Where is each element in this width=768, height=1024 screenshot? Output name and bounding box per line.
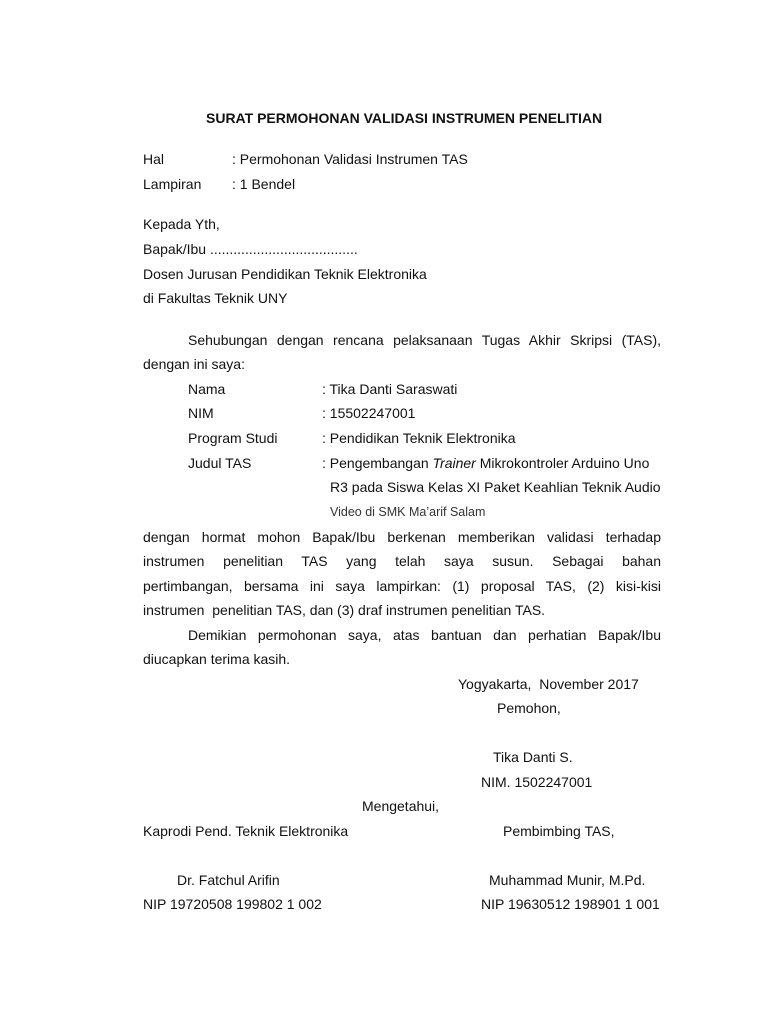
judul-italic: Trainer: [432, 455, 476, 471]
body-line: instrumen penelitian TAS yang telah saya susun. Sebagai bahan: [143, 553, 661, 569]
recipient-line: Kepada Yth,: [143, 216, 220, 232]
recipient-line: Bapak/Ibu ......................................: [143, 241, 358, 257]
judul-line2: R3 pada Siswa Kelas XI Paket Keahlian Teknik Audio: [330, 479, 661, 495]
acknowledge-label: Mengetahui,: [362, 798, 440, 814]
letter-title: SURAT PERMOHONAN VALIDASI INSTRUMEN PENELITIAN: [206, 110, 603, 126]
prodi-value: : Pendidikan Teknik Elektronika: [322, 430, 516, 446]
hal-label: Hal: [143, 151, 165, 167]
judul-label: Judul TAS: [188, 455, 252, 471]
judul-value: [322, 454, 649, 472]
closing-line: Demikian permohonan saya, atas bantuan dan perhatian Bapak/Ibu: [188, 627, 661, 643]
body-line: pertimbangan, bersama ini saya lampirkan: (1) proposal TAS, (2) kisi-kisi: [143, 578, 661, 594]
judul-prefix: : Pengembangan: [322, 455, 433, 471]
recipient-line: Dosen Jurusan Pendidikan Teknik Elektronika: [143, 266, 427, 282]
body-line: dengan hormat mohon Bapak/Ibu berkenan memberikan validasi terhadap: [143, 529, 661, 545]
lampiran-value: : 1 Bendel: [232, 176, 296, 192]
applicant-role: Pemohon,: [497, 700, 561, 716]
nama-value: : Tika Danti Saraswati: [322, 381, 458, 397]
nim-label: NIM: [188, 405, 214, 421]
right-signer-name: Muhammad Munir, M.Pd.: [489, 872, 646, 888]
left-signer-role: Kaprodi Pend. Teknik Elektronika: [143, 823, 349, 839]
intro-paragraph-line: dengan ini saya:: [143, 356, 245, 372]
recipient-line: di Fakultas Teknik UNY: [143, 290, 288, 306]
prodi-label: Program Studi: [188, 430, 278, 446]
judul-line3: Video di SMK Ma’arif Salam: [330, 505, 486, 519]
applicant-name: Tika Danti S.: [493, 749, 573, 765]
closing-line: diucapkan terima kasih.: [143, 651, 291, 667]
lampiran-label: Lampiran: [143, 176, 202, 192]
nama-label: Nama: [188, 381, 226, 397]
left-signer-nip: NIP 19720508 199802 1 002: [143, 896, 322, 912]
place-date: Yogyakarta, November 2017: [458, 676, 639, 692]
body-line: instrumen penelitian TAS, dan (3) draf instrumen penelitian TAS.: [143, 602, 546, 618]
applicant-nim: NIM. 1502247001: [481, 774, 593, 790]
right-signer-nip: NIP 19630512 198901 1 001: [481, 896, 660, 912]
left-signer-name: Dr. Fatchul Arifin: [177, 872, 280, 888]
intro-paragraph-line: Sehubungan dengan rencana pelaksanaan Tugas Akhir Skripsi (TAS),: [188, 332, 661, 348]
judul-suffix: Mikrokontroler Arduino Uno: [475, 455, 650, 471]
right-signer-role: Pembimbing TAS,: [503, 823, 615, 839]
hal-value: : Permohonan Validasi Instrumen TAS: [232, 151, 468, 167]
nim-value: : 15502247001: [322, 405, 416, 421]
